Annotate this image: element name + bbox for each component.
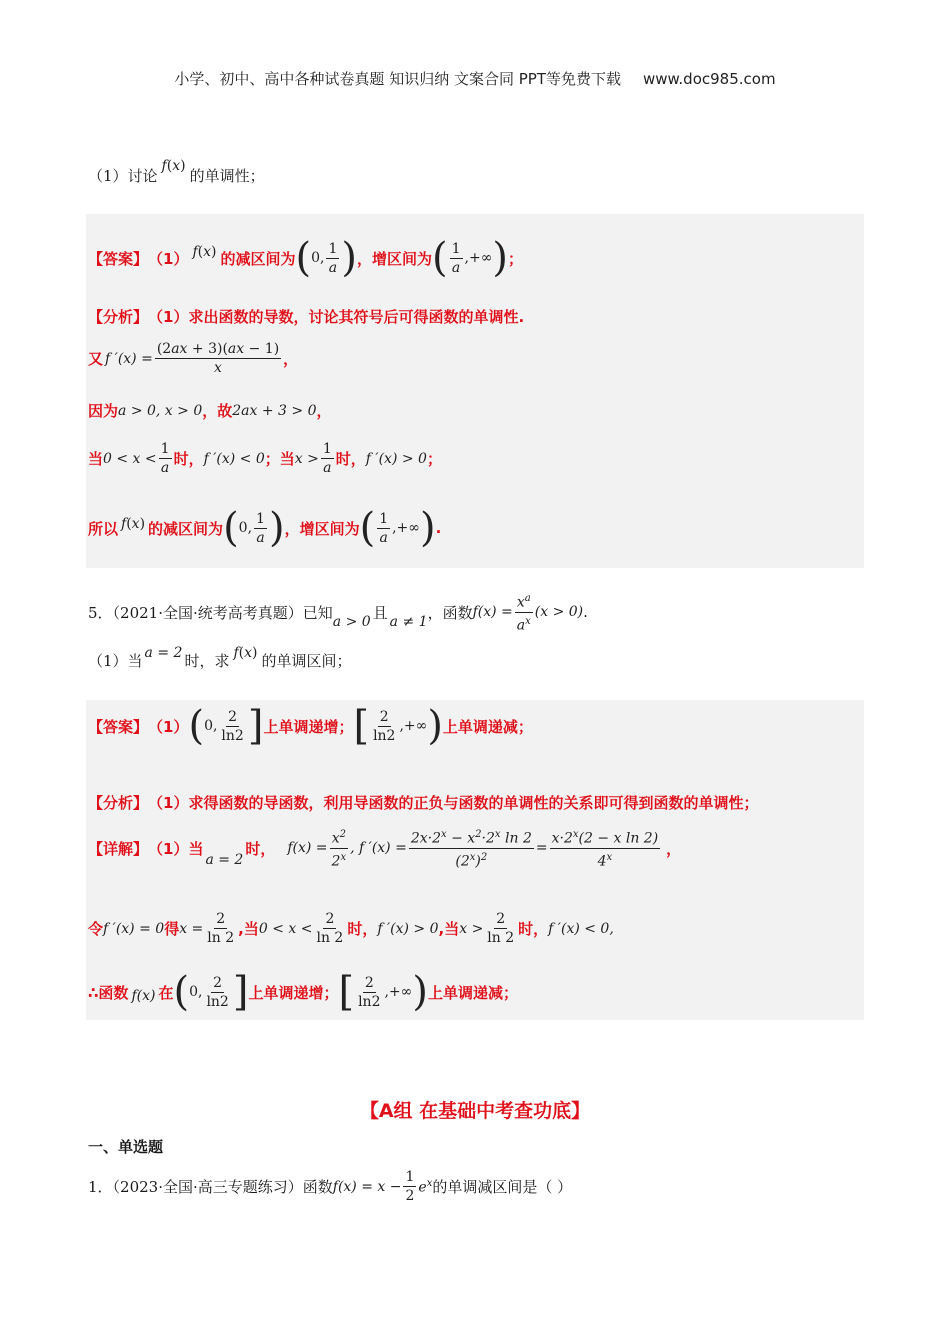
q5-stem: 5．（2021·全国·统考高考真题）已知 a > 0 且 a ≠ 1 ，函数 f(x) = $\frac{x^a}{a^x}$ (x > 0) . <box>88 590 588 634</box>
header-text: 小学、初中、高中各种试卷真题 知识归纳 文案合同 PPT等免费下载 <box>174 70 621 88</box>
group-a-title: 【A组 在基础中考查功底】 <box>359 1100 591 1122</box>
q5-conclusion: ∴函数 f(x) 在 ( 0, $\frac{2}{\ln 2}$ ] 上单调递增； [ $\frac{2}{\ln 2}$ ,+∞ ) 上单调递减； <box>88 969 518 1015</box>
q5-analysis: 【分析】 （1）求得函数的导函数，利用导函数的正负与函数的单调性的关系即可得到函数的单调性； <box>88 794 759 812</box>
q4-answer: 【答案】 （1） f(x) 的减区间为 ( 0, $\frac{1}{a}$ ) ，增区间为 ( $\frac{1}{a}$ ,+∞ ) ； <box>88 235 524 281</box>
q4-part1: （1）讨论 f(x) 的单调性； <box>88 157 265 185</box>
section-single-choice: 一、单选题 <box>88 1138 164 1156</box>
q4-cases: 当 0 < x < $\frac{1}{a}$ 时， f ′(x) < 0 ；当 x > $\frac{1}{a}$ 时， f ′(x) > 0 ； <box>88 441 442 476</box>
q4-analysis: 【分析】 （1）求出函数的导数，讨论其符号后可得函数的单调性. <box>88 308 525 326</box>
q5-zero: 令 f ′(x) = 0 得 x = $\frac{2}{\ln 2}$ ,当 0 < x < $\frac{2}{\ln 2}$ 时， f ′(x) > 0 ,当 x > $\frac{2}{\ln 2}$ 时， f ′(x) < 0, <box>88 911 614 946</box>
q4-conclusion: 所以 f(x) 的减区间为 ( 0, $\frac{1}{a}$ ) ，增区间为 ( $\frac{1}{a}$ ,+∞ ) . <box>88 505 442 551</box>
header-site: www.doc985.com <box>642 70 776 88</box>
q5-detail: 【详解】 （1）当 a = 2 时， f(x) = $\frac{x^2}{2^x}$ , f ′(x) = $\frac{2x\cdot 2^x - x^2\cdot 2^x \ln 2}{(2^x)^2}$ = $\frac{x\cdot 2^x(2 - x \ln 2)}{4^x}$ ， <box>88 826 681 870</box>
q5-part1: （1）当 a = 2 时，求 f(x) 的单调区间； <box>88 644 352 670</box>
q4-derivative: 又 f ′(x) = $\frac{(2ax + 3)(ax - 1)}{x}$ ， <box>88 341 299 376</box>
q5-answer: 【答案】 （1） ( 0, $\frac{2}{\ln 2}$ ] 上单调递增； [ $\frac{2}{\ln 2}$ ,+∞ ) 上单调递减； <box>88 703 533 749</box>
page-header <box>0 68 950 89</box>
q4-because: 因为 a > 0, x > 0 ，故 2ax + 3 > 0 ， <box>88 402 332 420</box>
groupa-q1: 1．（2023·全国·高三专题练习）函数 f(x) = x − $\frac{1}{2}$ $e^x$ 的单调减区间是（ ） <box>88 1169 573 1204</box>
